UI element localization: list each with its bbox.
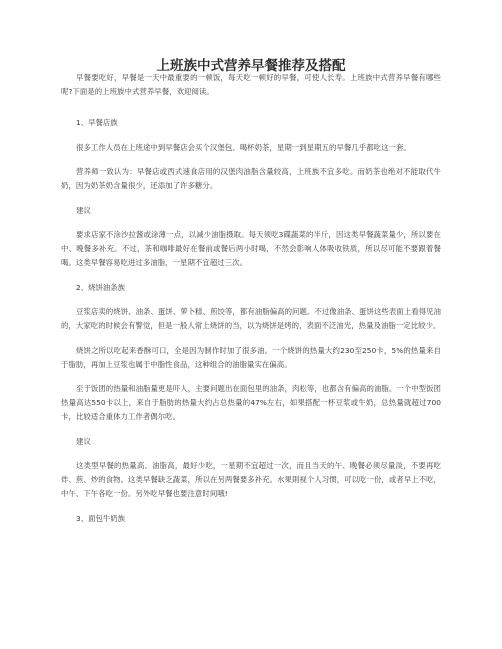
- body-paragraph: 营养师一致认为：早餐店或西式速食店用的汉堡肉油脂含量较高，上班族不宜多吃。而奶茶也绝对不能取代牛奶，因为奶茶奶含量很少，还添加了许多糖分。: [61, 167, 441, 190]
- body-paragraph: 烧饼之所以吃起来香酥可口，全是因为制作时加了很多油。一个烧饼的热量大约230至250卡，5%的热量来自于脂肪，再加上豆浆也属于中脂性食品，这种组合的油脂量实在偏高。: [61, 345, 441, 369]
- suggestion-label: 建议: [76, 205, 91, 215]
- body-paragraph: 至于饭团的热量和油脂量更是吓人，主要问题出在面包里的油条，肉松等，也都含有偏高的油脂。一个中型饭团热量高达550卡以上，来自于脂肪的热量大约占总热量的47%左右，如果搭配一杯豆浆或牛奶，总热量就超过700卡，比较适合重体力工作者偶尔吃。: [61, 384, 441, 421]
- suggestion-label: 建议: [76, 436, 91, 446]
- body-paragraph: 要求店家不涂沙拉酱或涂薄一点，以减少油脂摄取。每天须吃3碟蔬菜的半斤，因这类早餐蔬菜量少，所以要在中、晚餐多补充。不过，茶和咖啡最好在餐前或餐后两小时喝，不然会影响人体吸收铁质，所以尽可能不要跟着餐喝。这类早餐容易吃进过多油脂，一星期不宜超过三次。: [61, 230, 441, 267]
- body-paragraph: 很多工作人员在上班途中到早餐店会买个汉堡包、喝杯奶茶，星期一到星期五的早餐几乎都吃这一套。: [76, 142, 411, 152]
- document-body: [61, 71, 441, 536]
- body-paragraph: 这类型早餐的热量高、油脂高，最好少吃，一星期不宜超过一次，而且当天的午、晚餐必须尽量淡，不要再吃炸、煎、炒的食物。这类早餐缺乏蔬菜，所以在另两餐要多补充。水果則视个人习惯，可以吃一份，或者早上不吃，中午、下午各吃一份。另外吃早餐也要注意时间哦!: [61, 461, 441, 498]
- document-title: 上班族中式营养早餐推荐及搭配: [156, 58, 346, 74]
- section-heading: 1、早餐店族: [76, 118, 118, 127]
- section-heading: 2、烧饼油条族: [76, 282, 126, 292]
- section-heading: 3、面包牛奶族: [76, 513, 126, 523]
- body-paragraph: 豆浆店卖的烧饼、油条、蛋饼、萝卜糕、煎饺等，都有油脂偏高的问题。不过像油条、蛋饼这些表面上看得见油的，大家吃的时候会有警觉，但是一般人常上烧饼的当，以为烧饼是烤的，表面不泛油光，热量及油脂一定比较少。: [61, 307, 441, 330]
- intro-paragraph: 早餐要吃好，早餐是一天中最重要的一顿饭，每天吃一顿好的早餐，可使人长寿。上班族中式营养早餐有哪些呢?下面是的上班族中式营养早餐，欢迎阅读。: [61, 73, 441, 96]
